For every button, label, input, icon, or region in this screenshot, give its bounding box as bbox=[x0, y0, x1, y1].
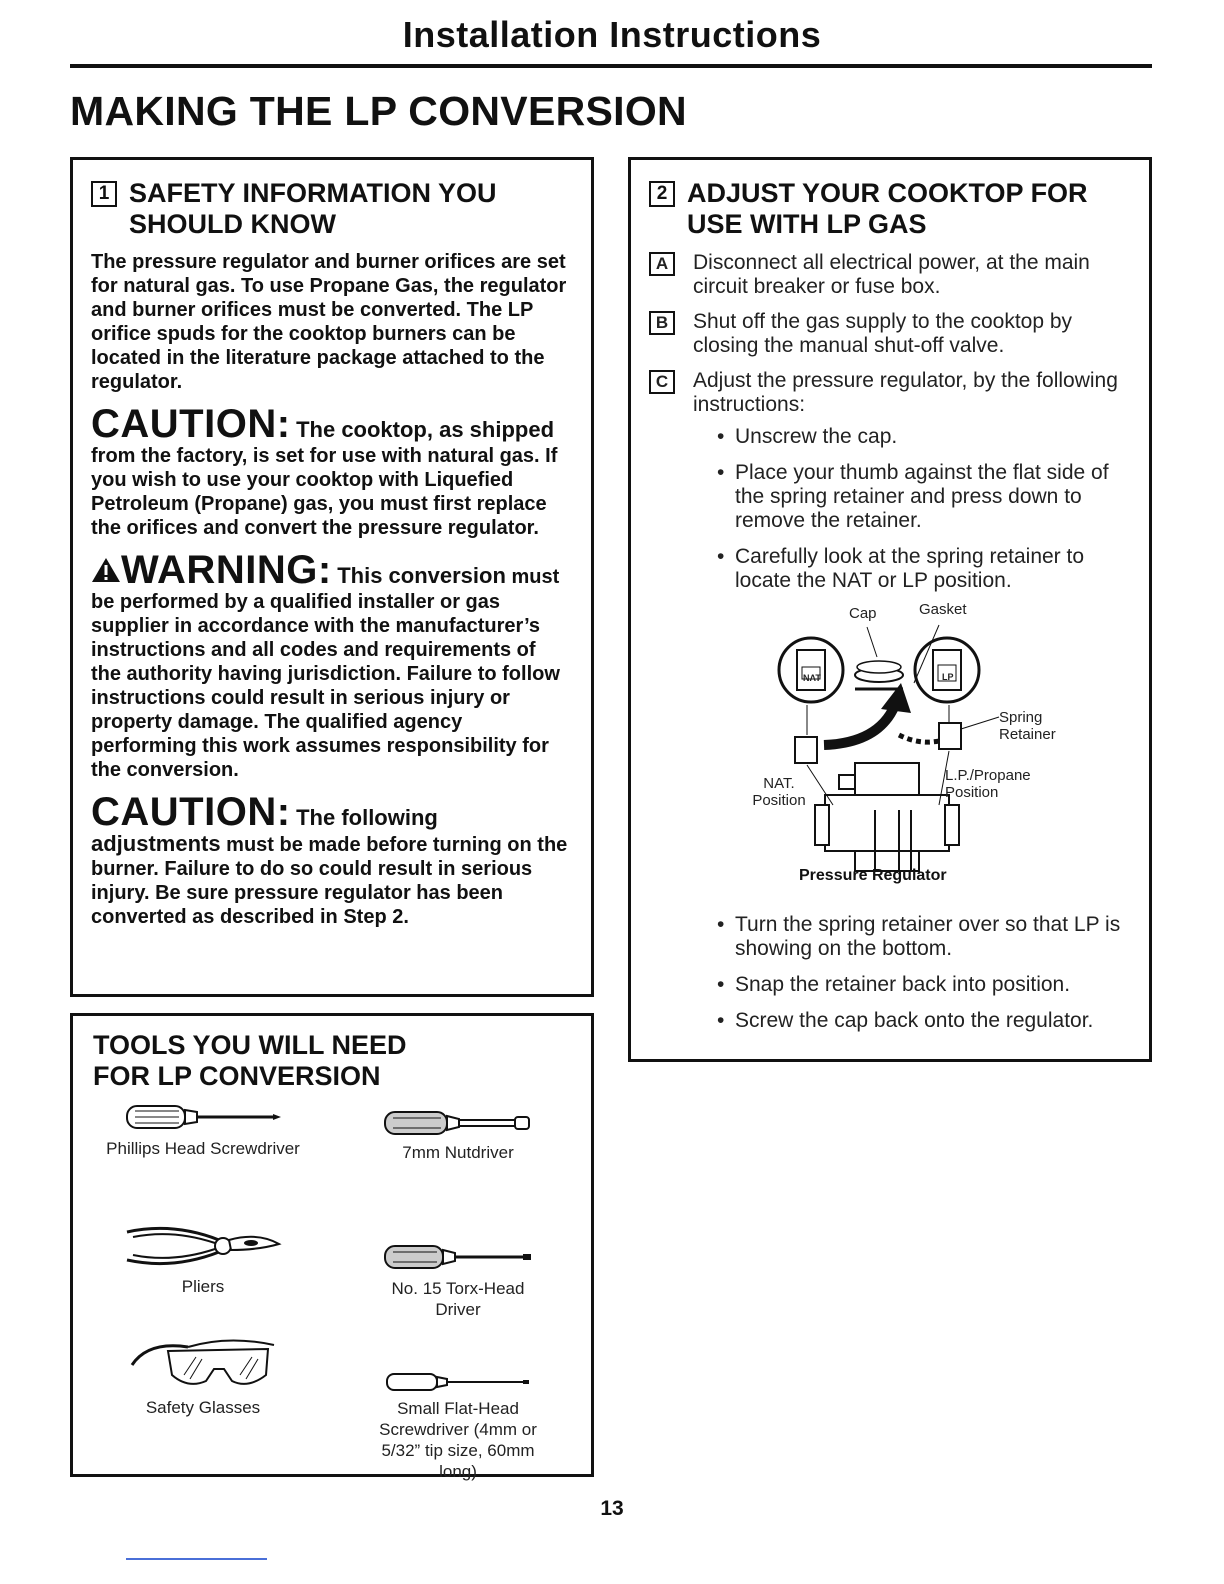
list-item: • Turn the spring retainer over so that LP is showing on the bottom. bbox=[717, 913, 1135, 961]
header-rule bbox=[70, 64, 1152, 68]
step-number-badge: 2 bbox=[649, 181, 675, 207]
phillips-screwdriver-icon bbox=[123, 1100, 283, 1134]
tools-grid bbox=[93, 1100, 571, 1480]
adjust-heading bbox=[649, 178, 1135, 240]
step-text: Disconnect all electrical power, at the main circuit breaker or fuse box. bbox=[693, 251, 1090, 298]
pressure-regulator-illustration bbox=[649, 605, 1129, 895]
header-title: Installation Instructions bbox=[402, 14, 822, 55]
tools-title-line-1: TOOLS YOU WILL NEED bbox=[93, 1030, 407, 1060]
tool-item bbox=[103, 1100, 303, 1159]
safety-intro: The pressure regulator and burner orifices are set for natural gas. To use Propane Gas, the regulator and burner orifices must be converted. The LP orifice spuds for the cooktop burners can be located in the literature package attached to the regulator. bbox=[91, 251, 567, 393]
bullet-list-before bbox=[717, 425, 1135, 593]
warning-text: must be performed by a qualified installer or gas supplier in accordance with the manufacturer’s instructions and all codes and requirements of the authority having jurisdiction. Failure to follow instructions could result in serious injury or property damage. The qualified agency performing this work assumes responsibility for the conversion. bbox=[91, 566, 560, 781]
step-letter-badge: B bbox=[649, 311, 675, 335]
tool-item bbox=[103, 1335, 303, 1418]
gasket-label: Gasket bbox=[919, 601, 967, 618]
tool-item bbox=[373, 1108, 543, 1163]
step-text: Shut off the gas supply to the cooktop by closing the manual shut-off valve. bbox=[693, 310, 1073, 357]
adjust-title: ADJUST YOUR COOKTOP FOR USE WITH LP GAS bbox=[687, 178, 1088, 239]
torx-driver-icon bbox=[383, 1240, 533, 1274]
tool-label: Pliers bbox=[181, 1277, 225, 1296]
tool-item bbox=[373, 1240, 543, 1320]
tool-label: Small Flat-Head Screwdriver (4mm or 5/32” tip size, 60mm long) bbox=[379, 1399, 537, 1481]
warning-label: WARNING: bbox=[121, 548, 332, 592]
caution-text: must be made before turning on the burner. Failure to do so could result in serious injury. Be sure pressure regulator has been converted as described in Step 2. bbox=[91, 834, 568, 928]
step-number-badge: 1 bbox=[91, 181, 117, 207]
tool-label: Safety Glasses bbox=[145, 1398, 261, 1417]
tool-label: No. 15 Torx-Head Driver bbox=[391, 1279, 525, 1319]
caution-block-2 bbox=[91, 792, 571, 929]
pliers-icon bbox=[123, 1220, 283, 1272]
safety-information-box bbox=[70, 157, 594, 997]
flathead-screwdriver-icon bbox=[383, 1370, 533, 1394]
pressure-regulator-diagram bbox=[649, 601, 1129, 895]
list-item: • Carefully look at the spring retainer to locate the NAT or LP position. bbox=[717, 545, 1135, 593]
lp-mark: LP bbox=[942, 672, 954, 682]
list-item: • Place your thumb against the flat side of the spring retainer and press down to remove the retainer. bbox=[717, 461, 1135, 533]
footer-line bbox=[126, 1558, 267, 1560]
nat-mark: NAT bbox=[803, 673, 821, 683]
tools-box bbox=[70, 1013, 594, 1481]
tool-item bbox=[103, 1220, 303, 1297]
nat-position-label: NAT. Position bbox=[752, 775, 806, 809]
tool-label: Phillips Head Screwdriver bbox=[106, 1139, 300, 1158]
caution-lead: The cooktop, as shipped bbox=[296, 417, 555, 442]
step-a bbox=[649, 251, 1135, 299]
caution-label: CAUTION: bbox=[91, 402, 291, 446]
diagram-caption: Pressure Regulator bbox=[799, 867, 947, 884]
tools-title-line-2: FOR LP CONVERSION bbox=[93, 1061, 381, 1091]
warning-triangle-icon bbox=[91, 557, 121, 583]
warning-lead: This conversion bbox=[337, 563, 506, 588]
safety-glasses-icon bbox=[128, 1335, 278, 1393]
step-letter-badge: A bbox=[649, 252, 675, 276]
safety-heading bbox=[91, 178, 571, 240]
bullet-list-after bbox=[717, 913, 1135, 1033]
caution-label: CAUTION: bbox=[91, 790, 291, 834]
step-b bbox=[649, 310, 1135, 358]
caution-lead: The following adjustments bbox=[91, 805, 438, 856]
warning-block bbox=[91, 550, 571, 782]
list-item: • Unscrew the cap. bbox=[717, 425, 1135, 449]
spring-retainer-label: Spring Retainer bbox=[999, 709, 1056, 743]
nutdriver-icon bbox=[383, 1108, 533, 1138]
tool-item bbox=[373, 1370, 543, 1482]
page-number: 13 bbox=[600, 1497, 624, 1520]
caution-text: from the factory, is set for use with natural gas. If you wish to use your cooktop with Liquefied Petroleum (Propane) gas, you must first replace the orifices and convert the pressure regulator. bbox=[91, 445, 558, 539]
lp-position-label: L.P./Propane Position bbox=[945, 767, 1031, 801]
safety-title: SAFETY INFORMATION YOU SHOULD KNOW bbox=[129, 178, 497, 239]
caution-block-1 bbox=[91, 404, 571, 540]
cap-label: Cap bbox=[849, 605, 877, 622]
step-letter-badge: C bbox=[649, 370, 675, 394]
page-title: MAKING THE LP CONVERSION bbox=[70, 88, 687, 134]
step-c bbox=[649, 369, 1135, 417]
step-text: Adjust the pressure regulator, by the following instructions: bbox=[693, 369, 1118, 416]
tool-label: 7mm Nutdriver bbox=[402, 1143, 514, 1162]
adjust-cooktop-box bbox=[628, 157, 1152, 1062]
list-item: • Snap the retainer back into position. bbox=[717, 973, 1135, 997]
list-item: • Screw the cap back onto the regulator. bbox=[717, 1009, 1135, 1033]
